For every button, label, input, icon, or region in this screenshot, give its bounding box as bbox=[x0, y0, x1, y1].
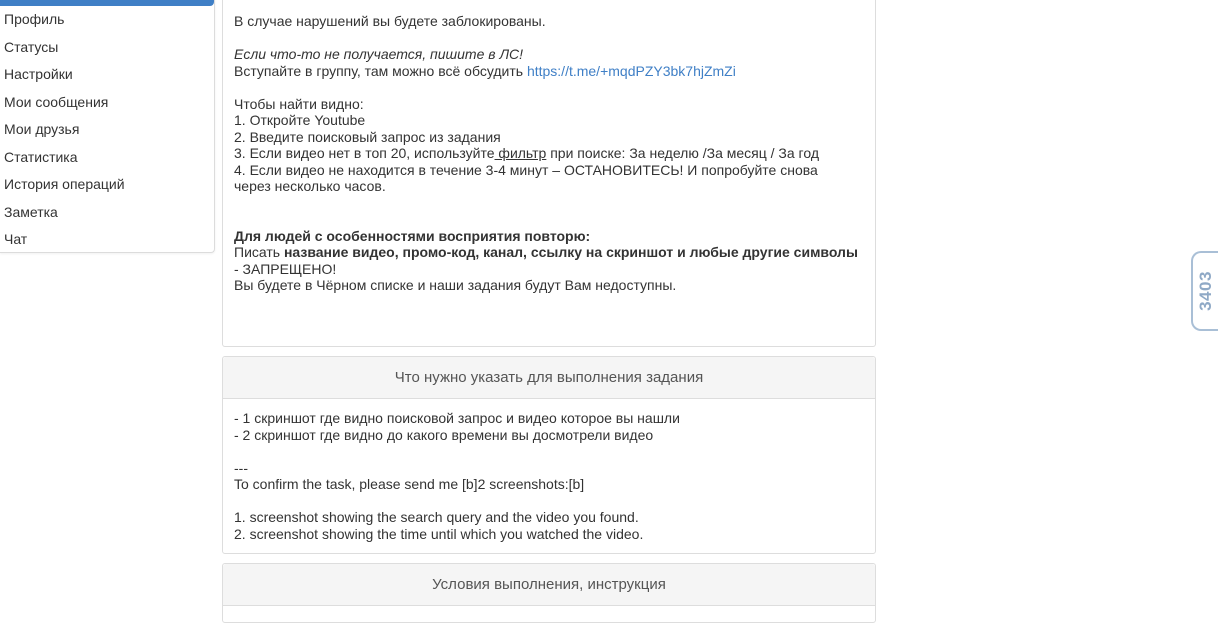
warning-pre: Писать bbox=[234, 244, 284, 260]
sidebar-item-note[interactable]: Заметка bbox=[4, 203, 58, 220]
find-step-4 bbox=[234, 162, 864, 195]
sidebar-item-friends[interactable]: Мои друзья bbox=[4, 121, 80, 137]
find-step-3-pre: 3. Если видео нет в топ 20, используйте bbox=[234, 145, 495, 161]
sidebar-list bbox=[0, 6, 214, 254]
requirements-separator: --- bbox=[234, 459, 248, 476]
requirement-line-2: - 2 скриншот где видно до какого времени вы досмотрели видео bbox=[234, 426, 654, 443]
group-link[interactable]: https://t.me/+mqdPZY3bk7hjZmZi bbox=[526, 62, 736, 79]
conditions-title: Условия выполнения, инструкция bbox=[223, 564, 875, 606]
join-group-text: Вступайте в группу, там можно всё обсудить bbox=[234, 62, 524, 79]
join-group-line bbox=[234, 63, 864, 80]
filter-link: фильтр bbox=[494, 145, 547, 161]
warning-blacklist: Вы будете в Чёрном списке и наши задания будут Вам недоступны. bbox=[234, 277, 677, 293]
sidebar-item-settings[interactable]: Настройки bbox=[4, 66, 73, 82]
side-counter-value: 3403 bbox=[1195, 271, 1215, 311]
side-counter-tab[interactable] bbox=[1191, 251, 1218, 331]
task-description-panel bbox=[222, 0, 876, 347]
warning-text bbox=[234, 244, 864, 261]
requirements-body bbox=[223, 399, 875, 542]
warning-title: Для людей с особенностями восприятия повторю: bbox=[234, 227, 591, 244]
warning-forbidden: - ЗАПРЕЩЕНО! bbox=[234, 260, 337, 277]
sidebar-item-chat[interactable]: Чат bbox=[4, 231, 28, 247]
ban-notice: В случае нарушений вы будете заблокированы. bbox=[234, 13, 546, 29]
find-step-4-line-1: 4. Если видео не находится в течение 3-4 минут – ОСТАНОВИТЕСЬ! И попробуйте снова bbox=[234, 161, 818, 178]
find-step-3 bbox=[234, 145, 864, 162]
sidebar-item-statuses[interactable]: Статусы bbox=[4, 38, 59, 55]
requirement-en-line-2: 2. screenshot showing the time until which you watched the video. bbox=[234, 525, 644, 542]
task-description-body bbox=[223, 0, 875, 294]
find-step-2: 2. Введите поисковый запрос из задания bbox=[234, 128, 501, 145]
help-note: Если что-то не получается, пишите в ЛС! bbox=[234, 46, 524, 62]
conditions-panel bbox=[222, 563, 876, 623]
warning-bold: название видео, промо-код, канал, ссылку на скриншот и любые другие символы bbox=[283, 244, 858, 260]
sidebar-item-history[interactable]: История операций bbox=[4, 176, 125, 192]
sidebar-item-profile[interactable]: Профиль bbox=[4, 11, 65, 27]
requirement-en-line-1: 1. screenshot showing the search query and the video you found. bbox=[234, 509, 639, 525]
find-step-4-line-2: через несколько часов. bbox=[234, 178, 386, 194]
sidebar-item-messages[interactable]: Мои сообщения bbox=[4, 93, 109, 110]
requirement-line-1: - 1 скриншот где видно поисковой запрос и видео которое вы нашли bbox=[234, 410, 680, 426]
sidebar-menu bbox=[0, 0, 215, 253]
find-step-1: 1. Откройте Youtube bbox=[234, 112, 366, 128]
requirements-panel bbox=[222, 356, 876, 554]
find-step-3-post: при поиске: За неделю /За месяц / За год bbox=[546, 145, 819, 161]
sidebar-item-statistics[interactable]: Статистика bbox=[4, 148, 78, 165]
find-video-title: Чтобы найти видно: bbox=[234, 95, 364, 112]
requirements-en-intro: To confirm the task, please send me [b]2 screenshots:[b] bbox=[234, 476, 585, 492]
requirements-title: Что нужно указать для выполнения задания bbox=[223, 357, 875, 399]
